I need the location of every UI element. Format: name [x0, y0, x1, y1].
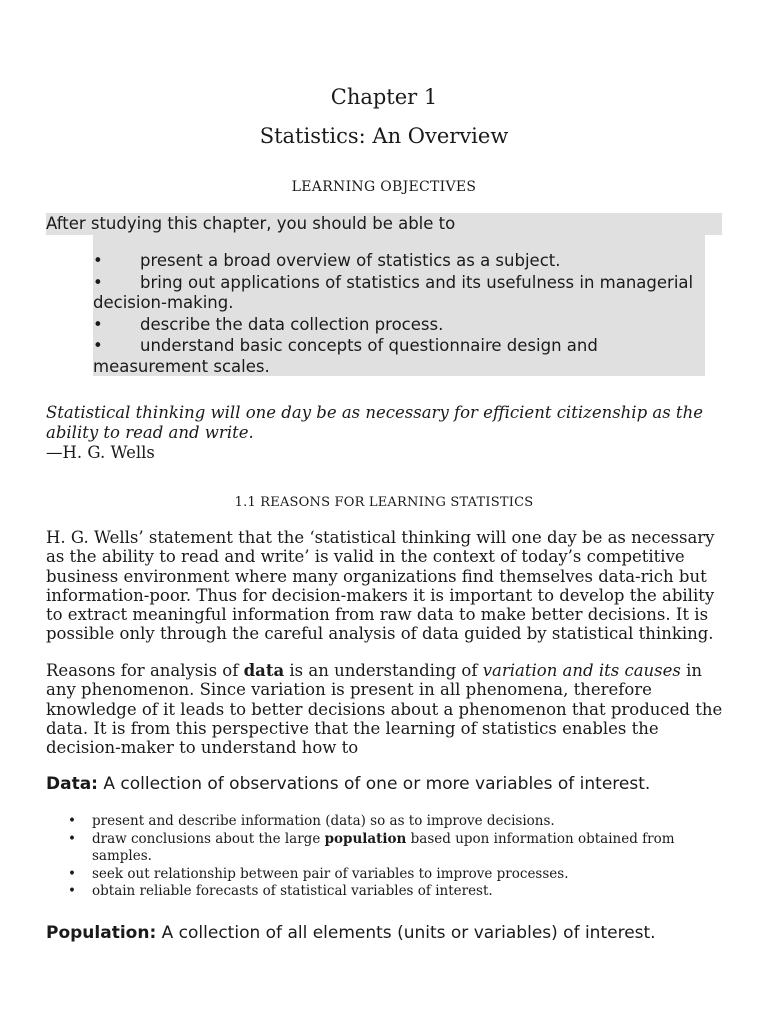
bullet-icon: •: [68, 813, 76, 829]
definition-data: Data: A collection of observations of one or more variables of interest.: [46, 774, 651, 794]
bullet-icon: •: [68, 883, 76, 899]
reason-item: • seek out relationship between pair of variables to improve processes.: [68, 865, 569, 882]
objectives-intro: After studying this chapter, you should be able to: [46, 213, 722, 235]
italic-phrase: variation and its causes: [482, 661, 681, 680]
section-paragraph-1: H. G. Wells’ statement that the ‘statistical thinking will one day be as necessary as the ability to read and write’ is valid in the context of today’s competitive business environment where many organizations find themselves data-rich but information-poor. Thus for decision-makers it is important to develop the ability to extract meaningful information from raw data to make better decisions. It is possible only through the careful analysis of data guided by statistical thinking.: [46, 528, 715, 644]
objective-item: • describe the data collection process.: [93, 314, 444, 334]
definition-term: Data:: [46, 774, 98, 794]
objective-item: • bring out applications of statistics and its usefulness in managerial decision-making.: [93, 272, 694, 312]
bullet-icon: •: [93, 251, 103, 270]
definition-population: Population: A collection of all elements (units or variables) of interest.: [46, 923, 656, 943]
section-paragraph-2: Reasons for analysis of data is an understanding of variation and its causes in any phenomenon. Since variation is present in all phenomena, therefore knowledge of it leads to better decisions about a phenomenon that produced the data. It is from this perspective that the learning of statistics enables the decision-maker to understand how to: [46, 661, 723, 758]
reason-item: • present and describe information (data) so as to improve decisions.: [68, 813, 555, 829]
bullet-icon: •: [93, 336, 103, 355]
objective-item: • understand basic concepts of questionnaire design and measurement scales.: [93, 336, 598, 376]
objectives-list: [93, 235, 705, 377]
bullet-icon: •: [68, 830, 76, 847]
chapter-title: Statistics: An Overview: [259, 124, 509, 148]
bullet-icon: •: [93, 314, 103, 334]
bold-term-data: data: [243, 661, 285, 680]
learning-objectives-heading: LEARNING OBJECTIVES: [291, 179, 477, 195]
reasons-list: [68, 813, 708, 901]
epigraph-quote: Statistical thinking will one day be as necessary for efficient citizenship as the ability to read and write.: [46, 403, 703, 442]
bullet-icon: •: [93, 272, 103, 292]
epigraph-author: —H. G. Wells: [46, 443, 155, 462]
objective-item: • present a broad overview of statistics as a subject.: [93, 251, 561, 270]
bullet-icon: •: [68, 865, 76, 882]
chapter-number: Chapter 1: [330, 85, 438, 109]
section-heading: 1.1 REASONS FOR LEARNING STATISTICS: [234, 495, 534, 510]
objectives-box: [93, 235, 705, 376]
reason-item: • draw conclusions about the large population based upon information obtained from samples.: [68, 830, 675, 864]
definition-term: Population:: [46, 923, 157, 943]
reason-item: • obtain reliable forecasts of statistical variables of interest.: [68, 883, 493, 899]
